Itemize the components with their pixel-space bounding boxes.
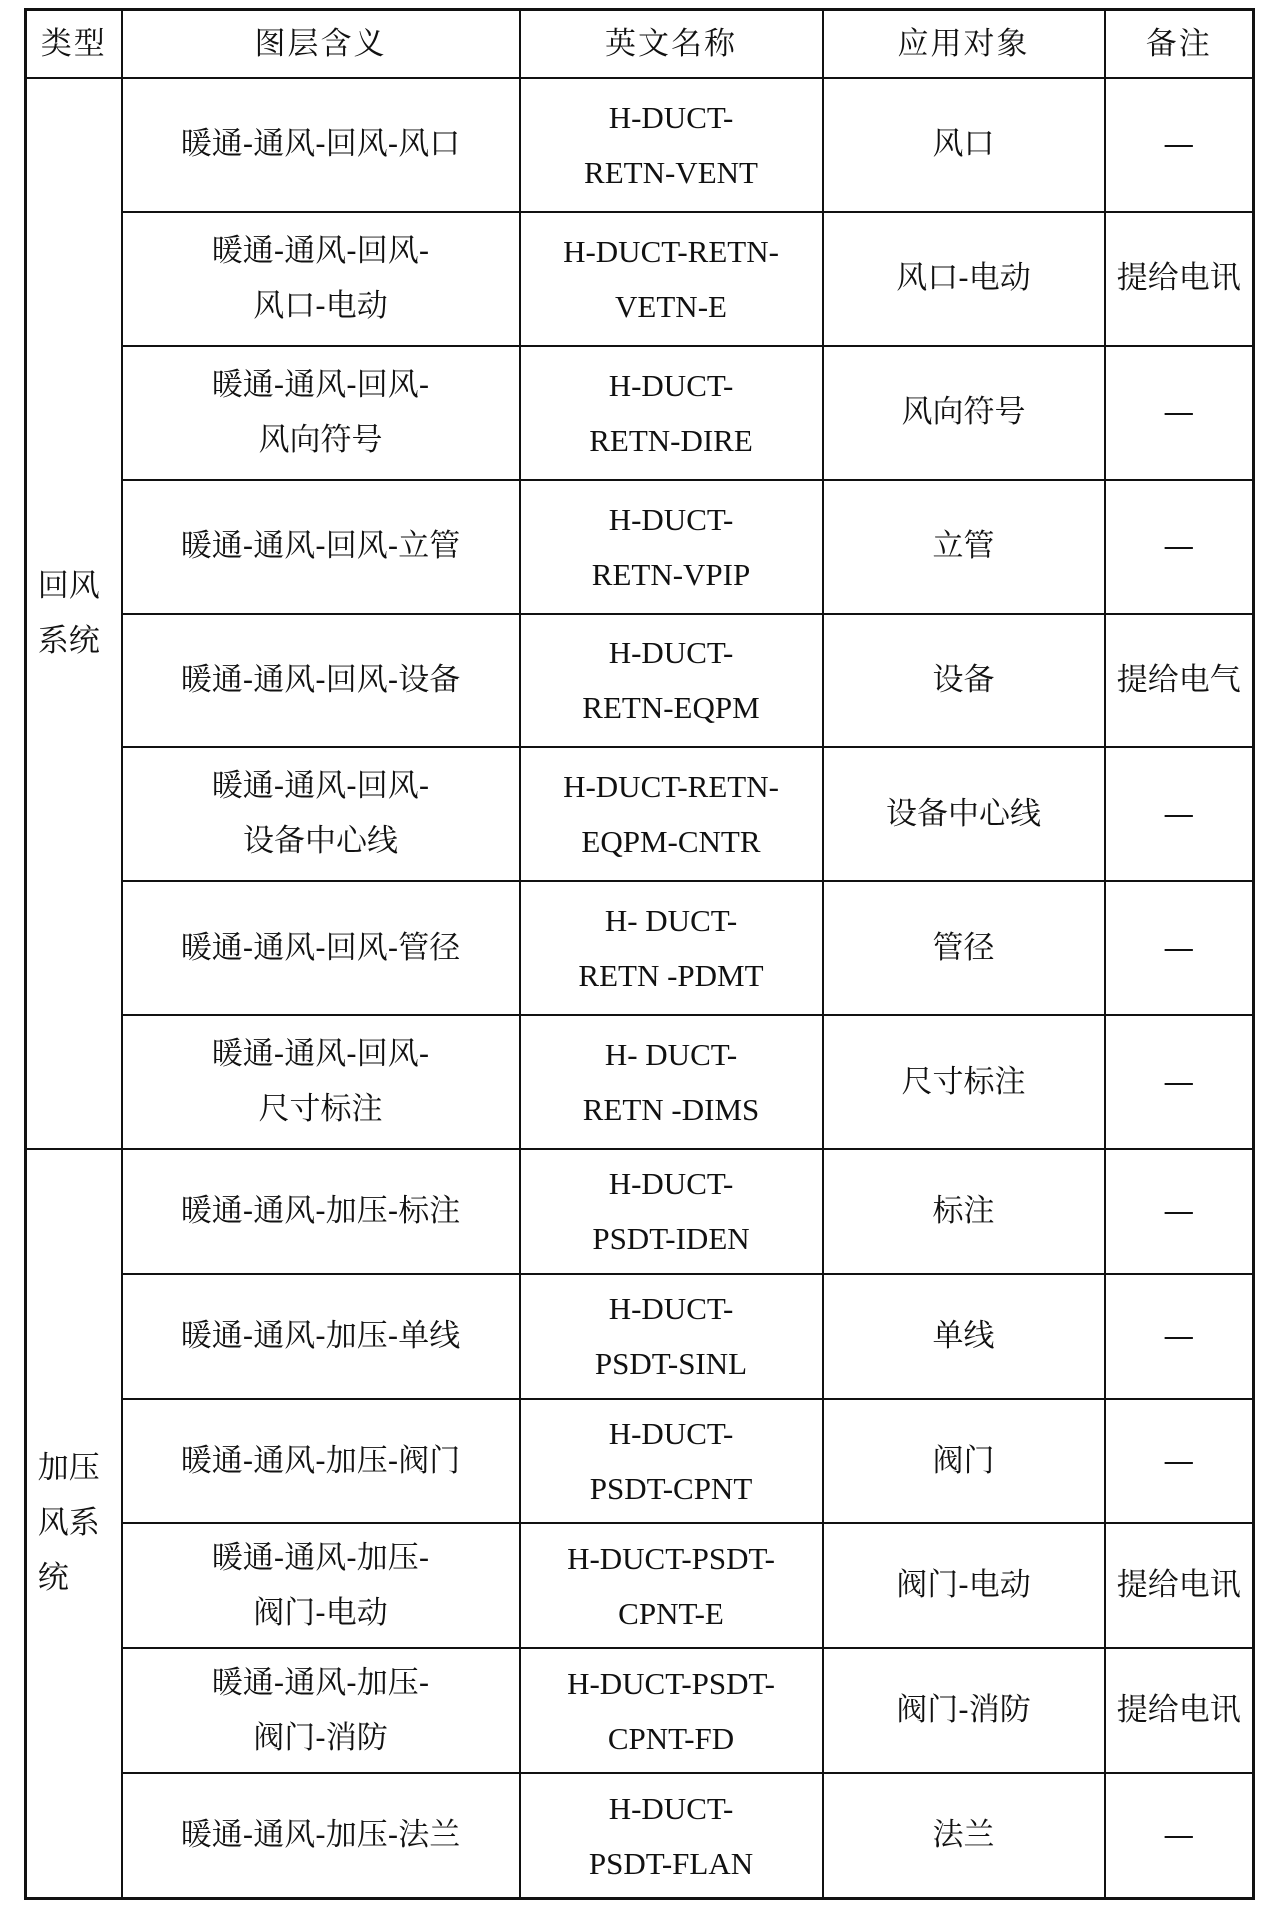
table-row <box>26 1648 1254 1773</box>
remark-cell: 提给电讯 <box>1105 212 1254 346</box>
layer-meaning-cell <box>122 614 520 748</box>
remark-cell: — <box>1105 881 1254 1015</box>
layer-meaning-line: 暖通-通风-回风-设备 <box>180 661 461 698</box>
layer-meaning-line: 设备中心线 <box>243 823 398 860</box>
layer-meaning-cell <box>122 1773 520 1898</box>
english-name-line: PSDT-FLAN <box>588 1845 754 1881</box>
english-name-cell <box>520 480 823 614</box>
layer-table-sheet <box>24 8 1252 1900</box>
english-name-line: RETN-EQPM <box>582 690 760 726</box>
english-name-line: H-DUCT-PSDT- <box>567 1665 775 1701</box>
english-name-cell <box>520 1523 823 1648</box>
applies-to-cell: 单线 <box>823 1274 1105 1399</box>
remark-cell: — <box>1105 1274 1254 1399</box>
english-name-cell <box>520 1648 823 1773</box>
english-name-line: H-DUCT-RETN- <box>563 769 779 805</box>
table-row <box>26 1773 1254 1898</box>
table-row <box>26 1523 1254 1648</box>
layer-table <box>24 8 1255 1900</box>
remark-cell: — <box>1105 1773 1254 1898</box>
table-header <box>26 10 1254 79</box>
layer-meaning-line: 暖通-通风-加压- <box>211 1539 430 1576</box>
english-name-cell <box>520 1274 823 1399</box>
english-name-cell <box>520 78 823 212</box>
layer-meaning-cell <box>122 1274 520 1399</box>
layer-meaning-line: 风向符号 <box>258 421 383 458</box>
english-name-line: RETN-DIRE <box>589 422 753 458</box>
layer-meaning-line: 暖通-通风-加压-标注 <box>180 1192 461 1229</box>
remark-cell: — <box>1105 1015 1254 1149</box>
applies-to-cell: 管径 <box>823 881 1105 1015</box>
layer-meaning-line: 尺寸标注 <box>258 1091 383 1128</box>
english-name-line: CPNT-E <box>618 1595 724 1631</box>
layer-meaning-line: 暖通-通风-加压-阀门 <box>180 1442 461 1479</box>
english-name-cell <box>520 881 823 1015</box>
layer-meaning-line: 暖通-通风-回风- <box>211 366 430 403</box>
english-name-line: PSDT-SINL <box>594 1346 748 1382</box>
layer-meaning-line: 暖通-通风-回风-管径 <box>180 929 461 966</box>
english-name-line: H-DUCT-RETN- <box>563 233 779 269</box>
table-row <box>26 614 1254 748</box>
english-name-line: RETN-VPIP <box>591 556 751 592</box>
table-row <box>26 212 1254 346</box>
layer-meaning-line: 阀门-消防 <box>253 1719 388 1756</box>
english-name-cell <box>520 1399 823 1524</box>
table-body <box>26 78 1254 1899</box>
applies-to-cell: 尺寸标注 <box>823 1015 1105 1149</box>
english-name-cell <box>520 614 823 748</box>
table-row <box>26 881 1254 1015</box>
layer-meaning-line: 暖通-通风-加压-法兰 <box>180 1817 461 1854</box>
header-type: 类型 <box>26 10 122 79</box>
english-name-line: EQPM-CNTR <box>581 824 761 860</box>
header-row <box>26 10 1254 79</box>
english-name-cell <box>520 212 823 346</box>
english-name-line: H-DUCT- <box>608 635 734 671</box>
table-row <box>26 1399 1254 1524</box>
layer-meaning-cell <box>122 1399 520 1524</box>
layer-meaning-cell <box>122 747 520 881</box>
layer-meaning-cell <box>122 1015 520 1149</box>
header-english-name: 英文名称 <box>520 10 823 79</box>
table-row <box>26 480 1254 614</box>
english-name-cell <box>520 346 823 480</box>
english-name-line: H-DUCT- <box>608 1790 734 1826</box>
remark-cell: — <box>1105 480 1254 614</box>
table-row <box>26 747 1254 881</box>
english-name-line: H-DUCT- <box>608 99 734 135</box>
layer-meaning-line: 暖通-通风-回风-风口 <box>180 126 461 163</box>
remark-cell: — <box>1105 346 1254 480</box>
layer-meaning-cell <box>122 1648 520 1773</box>
english-name-line: VETN-E <box>615 288 727 324</box>
type-label: 回风系统 <box>37 567 100 659</box>
english-name-line: H-DUCT- <box>608 1416 734 1452</box>
table-row <box>26 346 1254 480</box>
header-applies-to: 应用对象 <box>823 10 1105 79</box>
layer-meaning-cell <box>122 78 520 212</box>
applies-to-cell: 风向符号 <box>823 346 1105 480</box>
english-name-line: H- DUCT- <box>604 1037 738 1073</box>
english-name-line: RETN -PDMT <box>578 958 764 994</box>
remark-cell: — <box>1105 747 1254 881</box>
english-name-line: H-DUCT- <box>608 1166 734 1202</box>
layer-meaning-line: 暖通-通风-回风-立管 <box>180 528 461 565</box>
layer-meaning-cell <box>122 346 520 480</box>
english-name-line: H- DUCT- <box>604 903 738 939</box>
applies-to-cell: 设备 <box>823 614 1105 748</box>
remark-cell: — <box>1105 1399 1254 1524</box>
table-row <box>26 1149 1254 1274</box>
layer-meaning-line: 暖通-通风-回风- <box>211 768 430 805</box>
layer-meaning-line: 暖通-通风-加压-单线 <box>180 1317 461 1354</box>
english-name-cell <box>520 1149 823 1274</box>
remark-cell: — <box>1105 1149 1254 1274</box>
english-name-line: PSDT-IDEN <box>592 1221 750 1257</box>
header-meaning: 图层含义 <box>122 10 520 79</box>
english-name-line: CPNT-FD <box>607 1720 735 1756</box>
table-row <box>26 1015 1254 1149</box>
english-name-line: RETN-VENT <box>584 154 758 190</box>
remark-cell: 提给电气 <box>1105 614 1254 748</box>
applies-to-cell: 阀门-电动 <box>823 1523 1105 1648</box>
applies-to-cell: 设备中心线 <box>823 747 1105 881</box>
english-name-cell <box>520 747 823 881</box>
english-name-line: H-DUCT-PSDT- <box>567 1540 775 1576</box>
applies-to-cell: 立管 <box>823 480 1105 614</box>
layer-meaning-cell <box>122 881 520 1015</box>
english-name-line: RETN -DIMS <box>582 1092 760 1128</box>
layer-meaning-line: 暖通-通风-回风- <box>211 1036 430 1073</box>
type-label: 加压风系统 <box>37 1450 100 1596</box>
header-remark: 备注 <box>1105 10 1254 79</box>
layer-meaning-line: 暖通-通风-回风- <box>211 232 430 269</box>
applies-to-cell: 风口-电动 <box>823 212 1105 346</box>
type-cell <box>26 1149 122 1899</box>
layer-meaning-cell <box>122 1523 520 1648</box>
applies-to-cell: 阀门 <box>823 1399 1105 1524</box>
english-name-cell <box>520 1773 823 1898</box>
layer-meaning-line: 风口-电动 <box>253 287 388 324</box>
applies-to-cell: 风口 <box>823 78 1105 212</box>
table-row <box>26 1274 1254 1399</box>
english-name-cell <box>520 1015 823 1149</box>
remark-cell: — <box>1105 78 1254 212</box>
english-name-line: PSDT-CPNT <box>589 1471 753 1507</box>
layer-meaning-line: 暖通-通风-加压- <box>211 1664 430 1701</box>
applies-to-cell: 阀门-消防 <box>823 1648 1105 1773</box>
layer-meaning-cell <box>122 212 520 346</box>
english-name-line: H-DUCT- <box>608 367 734 403</box>
layer-meaning-line: 阀门-电动 <box>253 1594 388 1631</box>
remark-cell: 提给电讯 <box>1105 1648 1254 1773</box>
applies-to-cell: 法兰 <box>823 1773 1105 1898</box>
table-row <box>26 78 1254 212</box>
layer-meaning-cell <box>122 480 520 614</box>
english-name-line: H-DUCT- <box>608 501 734 537</box>
english-name-line: H-DUCT- <box>608 1291 734 1327</box>
layer-meaning-cell <box>122 1149 520 1274</box>
remark-cell: 提给电讯 <box>1105 1523 1254 1648</box>
applies-to-cell: 标注 <box>823 1149 1105 1274</box>
type-cell <box>26 78 122 1149</box>
